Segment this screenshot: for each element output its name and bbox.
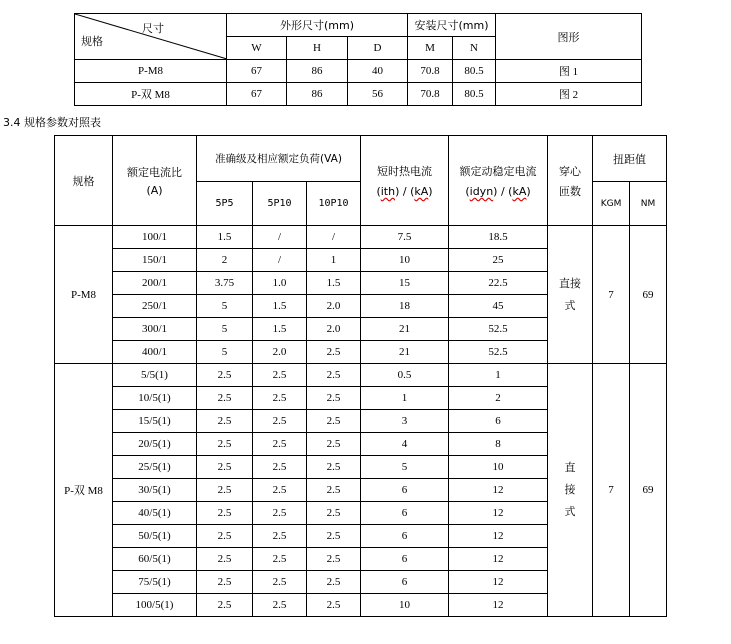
idyn-cell: 52.5 [449, 318, 548, 341]
p1010-cell: 2.5 [307, 525, 361, 548]
turns-header-line1: 穿心 [559, 164, 582, 178]
ith-symbol: ith [380, 185, 396, 198]
p1010-cell: 1.5 [307, 272, 361, 295]
p5-cell: 1.5 [197, 226, 253, 249]
idyn-cell: 25 [449, 249, 548, 272]
turns-header [548, 136, 593, 226]
col-n-header: N [453, 37, 496, 60]
ratio-cell: 60/5(1) [113, 548, 197, 571]
p510-cell: 2.5 [253, 525, 307, 548]
idyn-cell: 2 [449, 387, 548, 410]
parameter-table [54, 135, 667, 617]
section-heading: 3.4 规格参数对照表 [3, 116, 101, 129]
ratio-cell: 50/5(1) [113, 525, 197, 548]
p510-cell: 1.5 [253, 295, 307, 318]
d-cell: 56 [348, 83, 408, 106]
col-h-header: H [287, 37, 348, 60]
p1010-cell: 2.5 [307, 502, 361, 525]
ratio-cell: 300/1 [113, 318, 197, 341]
m-cell: 70.8 [408, 60, 453, 83]
ith-cell: 18 [361, 295, 449, 318]
p510-cell: 2.5 [253, 548, 307, 571]
idyn-header-line1: 额定动稳定电流 [459, 165, 537, 178]
idyn-header [449, 136, 548, 226]
group2-turns-char: 直 [564, 461, 576, 474]
idyn-symbol: idyn [469, 185, 494, 198]
accuracy-header: 准确级及相应额定负荷(VA) [197, 136, 361, 182]
table-row [75, 83, 642, 106]
p1010-cell: 2.5 [307, 548, 361, 571]
idyn-cell: 22.5 [449, 272, 548, 295]
p1010-cell: 2.5 [307, 456, 361, 479]
ith-cell: 15 [361, 272, 449, 295]
corner-top-label: 尺寸 [142, 22, 164, 35]
p1010-cell: 2.5 [307, 341, 361, 364]
ratio-cell: 30/5(1) [113, 479, 197, 502]
ith-cell: 7.5 [361, 226, 449, 249]
turns-header-line2: 匝数 [559, 184, 582, 198]
p1010-cell: 2.5 [307, 594, 361, 617]
spec-cell: P-M8 [75, 60, 227, 83]
group2-turns-char: 接 [564, 483, 576, 496]
p1010-cell: 2.5 [307, 479, 361, 502]
table-row [55, 364, 667, 387]
p5-cell: 2.5 [197, 548, 253, 571]
ratio-cell: 100/5(1) [113, 594, 197, 617]
m-cell: 70.8 [408, 83, 453, 106]
p5-cell: 2.5 [197, 456, 253, 479]
col-nm-header: NM [630, 182, 667, 226]
group2-turns-char: 式 [564, 505, 576, 518]
p5-cell: 2.5 [197, 364, 253, 387]
torque-header: 扭距值 [593, 136, 667, 182]
group2-spec-cell: P-双 M8 [55, 364, 113, 617]
idyn-unit: kA [512, 185, 527, 198]
p5-cell: 2.5 [197, 479, 253, 502]
spec-header: 规格 [55, 136, 113, 226]
p1010-cell: 2.0 [307, 295, 361, 318]
idyn-cell: 12 [449, 479, 548, 502]
p1010-cell: 2.5 [307, 364, 361, 387]
p5-cell: 2.5 [197, 594, 253, 617]
p5-cell: 2 [197, 249, 253, 272]
p510-cell: / [253, 249, 307, 272]
group2-turns-cell [548, 364, 593, 617]
p510-cell: 2.5 [253, 387, 307, 410]
idyn-header-line2: (idyn) / (kA) [465, 185, 531, 198]
p5-cell: 2.5 [197, 410, 253, 433]
p5-cell: 5 [197, 295, 253, 318]
outer-dimension-header: 外形尺寸(mm) [227, 14, 408, 37]
corner-header-cell [75, 14, 227, 60]
idyn-cell: 10 [449, 456, 548, 479]
figure-cell: 图 2 [496, 83, 642, 106]
ith-cell: 6 [361, 571, 449, 594]
ratio-header [113, 136, 197, 226]
p510-cell: 2.5 [253, 410, 307, 433]
dimension-table [74, 13, 642, 106]
p510-cell: 2.5 [253, 433, 307, 456]
ratio-cell: 20/5(1) [113, 433, 197, 456]
col-5p5-header: 5P5 [197, 182, 253, 226]
ratio-cell: 400/1 [113, 341, 197, 364]
ratio-header-line1: 额定电流比 [127, 166, 182, 179]
ith-cell: 5 [361, 456, 449, 479]
ratio-cell: 200/1 [113, 272, 197, 295]
ratio-cell: 100/1 [113, 226, 197, 249]
group2-kgm-cell: 7 [593, 364, 630, 617]
p5-cell: 5 [197, 341, 253, 364]
ith-cell: 10 [361, 249, 449, 272]
p510-cell: 2.5 [253, 571, 307, 594]
table-row [55, 226, 667, 249]
h-cell: 86 [287, 83, 348, 106]
idyn-cell: 12 [449, 548, 548, 571]
idyn-cell: 8 [449, 433, 548, 456]
group1-nm-cell: 69 [630, 226, 667, 364]
idyn-cell: 18.5 [449, 226, 548, 249]
n-cell: 80.5 [453, 83, 496, 106]
group1-turns-text: 直接式 [559, 276, 582, 312]
ith-cell: 6 [361, 548, 449, 571]
p1010-cell: 2.5 [307, 410, 361, 433]
p5-cell: 2.5 [197, 433, 253, 456]
ratio-cell: 10/5(1) [113, 387, 197, 410]
ratio-cell: 25/5(1) [113, 456, 197, 479]
ith-cell: 1 [361, 387, 449, 410]
p510-cell: / [253, 226, 307, 249]
ith-cell: 6 [361, 525, 449, 548]
ratio-cell: 5/5(1) [113, 364, 197, 387]
d-cell: 40 [348, 60, 408, 83]
idyn-cell: 45 [449, 295, 548, 318]
ith-cell: 3 [361, 410, 449, 433]
figure-header: 图形 [496, 14, 642, 60]
p510-cell: 2.5 [253, 456, 307, 479]
p5-cell: 5 [197, 318, 253, 341]
group2-nm-cell: 69 [630, 364, 667, 617]
group1-turns-cell [548, 226, 593, 364]
ith-cell: 21 [361, 341, 449, 364]
idyn-cell: 12 [449, 502, 548, 525]
ith-header-line1: 短时热电流 [377, 165, 433, 178]
col-5p10-header: 5P10 [253, 182, 307, 226]
ith-cell: 4 [361, 433, 449, 456]
p1010-cell: 2.0 [307, 318, 361, 341]
p1010-cell: 2.5 [307, 433, 361, 456]
p510-cell: 2.5 [253, 502, 307, 525]
table-row [75, 60, 642, 83]
group1-spec-cell: P-M8 [55, 226, 113, 364]
idyn-cell: 12 [449, 571, 548, 594]
p5-cell: 2.5 [197, 525, 253, 548]
p1010-cell: 2.5 [307, 387, 361, 410]
p1010-cell: 1 [307, 249, 361, 272]
p510-cell: 2.5 [253, 594, 307, 617]
idyn-cell: 6 [449, 410, 548, 433]
ith-header-line2: (ith) / (kA) [376, 185, 433, 198]
p5-cell: 2.5 [197, 387, 253, 410]
corner-bottom-label: 规格 [81, 35, 103, 48]
col-w-header: W [227, 37, 287, 60]
p510-cell: 1.0 [253, 272, 307, 295]
ith-cell: 6 [361, 502, 449, 525]
ratio-cell: 40/5(1) [113, 502, 197, 525]
ith-cell: 10 [361, 594, 449, 617]
spec-cell: P-双 M8 [75, 83, 227, 106]
p510-cell: 2.5 [253, 479, 307, 502]
ith-unit: kA [414, 185, 429, 198]
idyn-cell: 12 [449, 525, 548, 548]
p510-cell: 1.5 [253, 318, 307, 341]
p510-cell: 2.0 [253, 341, 307, 364]
idyn-cell: 52.5 [449, 341, 548, 364]
col-kgm-header: KGM [593, 182, 630, 226]
p1010-cell: / [307, 226, 361, 249]
ratio-cell: 15/5(1) [113, 410, 197, 433]
p1010-cell: 2.5 [307, 571, 361, 594]
ith-header [361, 136, 449, 226]
ratio-cell: 150/1 [113, 249, 197, 272]
h-cell: 86 [287, 60, 348, 83]
ith-cell: 0.5 [361, 364, 449, 387]
install-dimension-header: 安装尺寸(mm) [408, 14, 496, 37]
w-cell: 67 [227, 83, 287, 106]
idyn-cell: 1 [449, 364, 548, 387]
w-cell: 67 [227, 60, 287, 83]
ith-cell: 6 [361, 479, 449, 502]
p5-cell: 2.5 [197, 502, 253, 525]
col-10p10-header: 10P10 [307, 182, 361, 226]
figure-cell: 图 1 [496, 60, 642, 83]
p5-cell: 3.75 [197, 272, 253, 295]
n-cell: 80.5 [453, 60, 496, 83]
ith-cell: 21 [361, 318, 449, 341]
ratio-cell: 75/5(1) [113, 571, 197, 594]
col-m-header: M [408, 37, 453, 60]
p5-cell: 2.5 [197, 571, 253, 594]
ratio-cell: 250/1 [113, 295, 197, 318]
ratio-header-line2: (A) [146, 184, 163, 197]
idyn-cell: 12 [449, 594, 548, 617]
group1-kgm-cell: 7 [593, 226, 630, 364]
p510-cell: 2.5 [253, 364, 307, 387]
col-d-header: D [348, 37, 408, 60]
